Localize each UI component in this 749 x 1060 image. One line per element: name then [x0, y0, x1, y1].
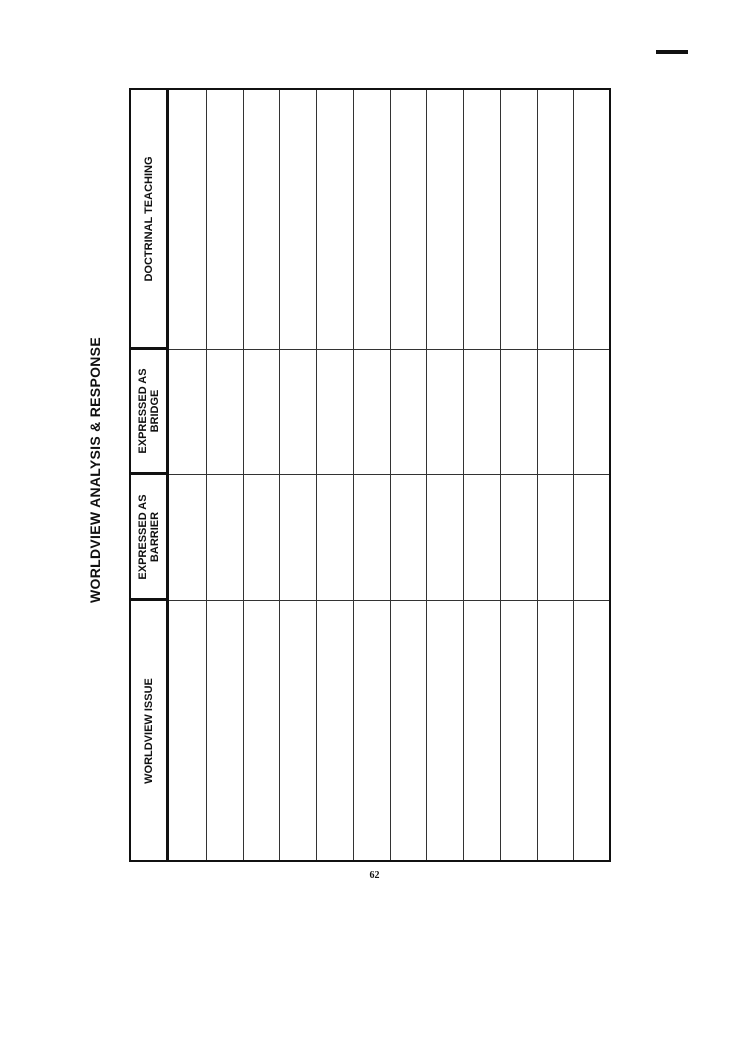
header-cell-worldview-issue	[131, 598, 166, 860]
page-title: WORLDVIEW ANALYSIS & RESPONSE	[87, 337, 103, 603]
row-divider	[426, 90, 427, 860]
column-divider	[169, 474, 609, 475]
header-label-expressed-as-barrier: EXPRESSED AS BARRIER	[136, 493, 161, 580]
row-divider	[206, 90, 207, 860]
page-edge-mark	[656, 50, 688, 54]
column-divider	[169, 600, 609, 601]
title-wrapper	[80, 260, 110, 680]
row-divider	[243, 90, 244, 860]
header-label-expressed-as-bridge: EXPRESSED AS BRIDGE	[136, 368, 161, 454]
header-cell-doctrinal-teaching	[131, 90, 166, 347]
page-number: 62	[369, 870, 380, 881]
row-divider	[316, 90, 317, 860]
row-divider	[500, 90, 501, 860]
header-label-worldview-issue: WORLDVIEW ISSUE	[142, 677, 155, 784]
header-label-doctrinal-teaching: DOCTRINAL TEACHING	[142, 155, 155, 282]
header-cell-expressed-as-barrier	[131, 472, 166, 598]
header-cell-expressed-as-bridge	[131, 347, 166, 472]
row-divider	[463, 90, 464, 860]
worldview-analysis-table	[129, 88, 611, 862]
row-divider	[537, 90, 538, 860]
row-divider	[279, 90, 280, 860]
row-divider	[353, 90, 354, 860]
row-divider	[390, 90, 391, 860]
table-header	[131, 90, 169, 860]
table-grid	[169, 90, 609, 860]
row-divider	[573, 90, 574, 860]
column-divider	[169, 349, 609, 350]
